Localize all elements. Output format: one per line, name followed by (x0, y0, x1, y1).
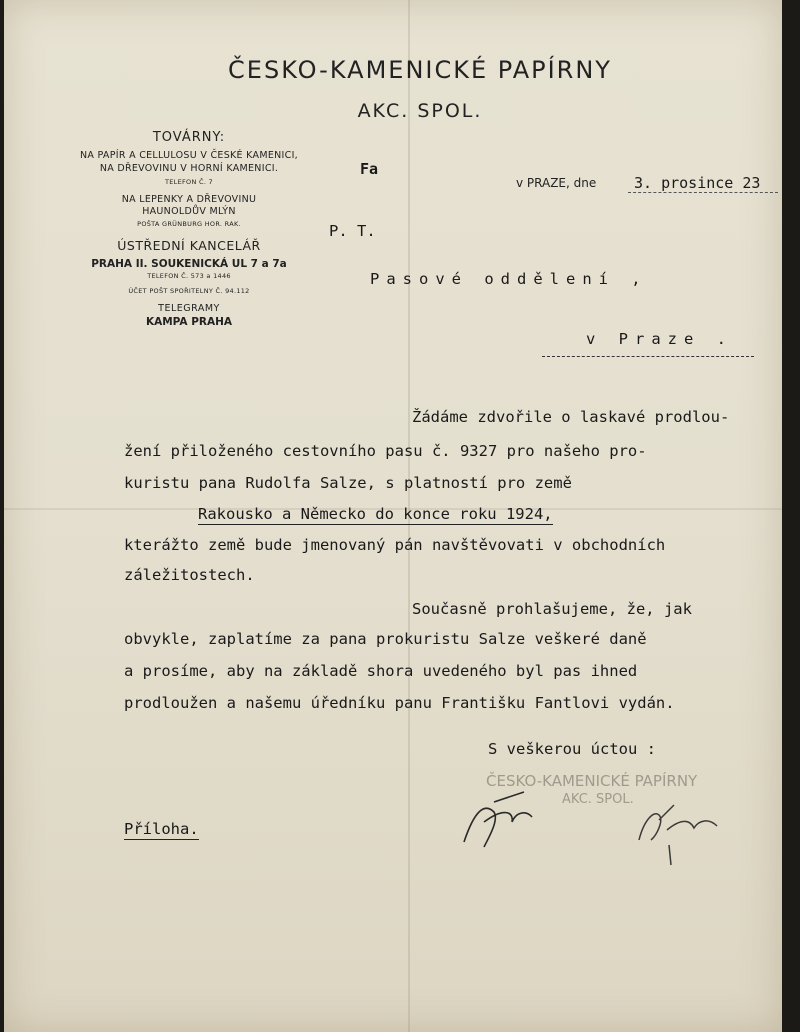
body-line-1: Žádáme zdvořile o laskavé prodlou- (412, 408, 730, 426)
factory-line-4: HAUNOLDŮV MLÝN (142, 206, 236, 217)
body-line-6: záležitostech. (124, 566, 255, 584)
factory-post: POŠTA GRÜNBURG HOR. RAK. (137, 220, 241, 228)
recipient-department: Pasové oddělení , (370, 270, 648, 288)
telegram-label: TELEGRAMY (158, 303, 220, 314)
recipient-city: v Praze . (586, 330, 733, 348)
body-line-2: žení přiloženého cestovního pasu č. 9327 pro našeho pro- (124, 442, 647, 460)
body-line-8: obvykle, zaplatíme za pana prokuristu Salze veškeré daně (124, 630, 647, 648)
date-prefix: v PRAZE, dne (516, 176, 597, 190)
company-form: AKC. SPOL. (357, 100, 483, 122)
factory-line-2: NA DŘEVOVINU V HORNÍ KAMENICI. (99, 163, 279, 174)
body-line-9: a prosíme, aby na základě shora uvedeného byl pas ihned (124, 662, 638, 680)
body-line-5: kterážto země bude jmenovaný pán navštěvovati v obchodních (124, 536, 666, 554)
date-underline (628, 192, 778, 193)
body-line-4: Rakousko a Německo do konce roku 1924, (198, 505, 553, 523)
signature-left (454, 782, 544, 862)
office-address: PRAHA II. SOUKENICKÁ UL 7 a 7a (91, 258, 287, 270)
telegram-address: KAMPA PRAHA (145, 316, 233, 328)
signature-right (629, 790, 729, 870)
factories-label: TOVÁRNY: (152, 130, 226, 145)
body-line-7: Současně prohlašujeme, že, jak (412, 600, 692, 618)
city-underline (542, 356, 754, 357)
company-stamp-line-1: ČESKO-KAMENICKÉ PAPÍRNY (486, 772, 698, 790)
body-line-10: prodloužen a našemu úředníku panu Františku Fantlovi vydán. (124, 694, 675, 712)
office-account: ÚČET POŠT SPOŘITELNY Č. 94.112 (128, 287, 250, 295)
office-phone: TELEFON Č. 573 a 1446 (147, 272, 231, 280)
company-name: ČESKO-KAMENICKÉ PAPÍRNY (228, 56, 612, 84)
letter-sheet (4, 0, 782, 1032)
factory-line-1: NA PAPÍR A CELLULOSU V ČESKÉ KAMENICI, (79, 150, 298, 161)
date-value: 3. prosince 23 (634, 174, 761, 192)
factory-line-3: NA LEPENKY A DŘEVOVINU (121, 194, 257, 205)
body-line-3: kuristu pana Rudolfa Salze, s platností pro země (124, 474, 572, 492)
closing-greeting: S veškerou úctou : (488, 740, 656, 758)
salutation: P. T. (329, 222, 376, 240)
reference-mark: Fa (360, 160, 379, 178)
company-stamp-line-2: AKC. SPOL. (562, 792, 634, 807)
attachment-label: Příloha. (124, 820, 199, 838)
office-label: ÚSTŘEDNÍ KANCELÁŘ (117, 238, 261, 253)
factory-phone: TELEFON Č. 7 (165, 178, 213, 186)
